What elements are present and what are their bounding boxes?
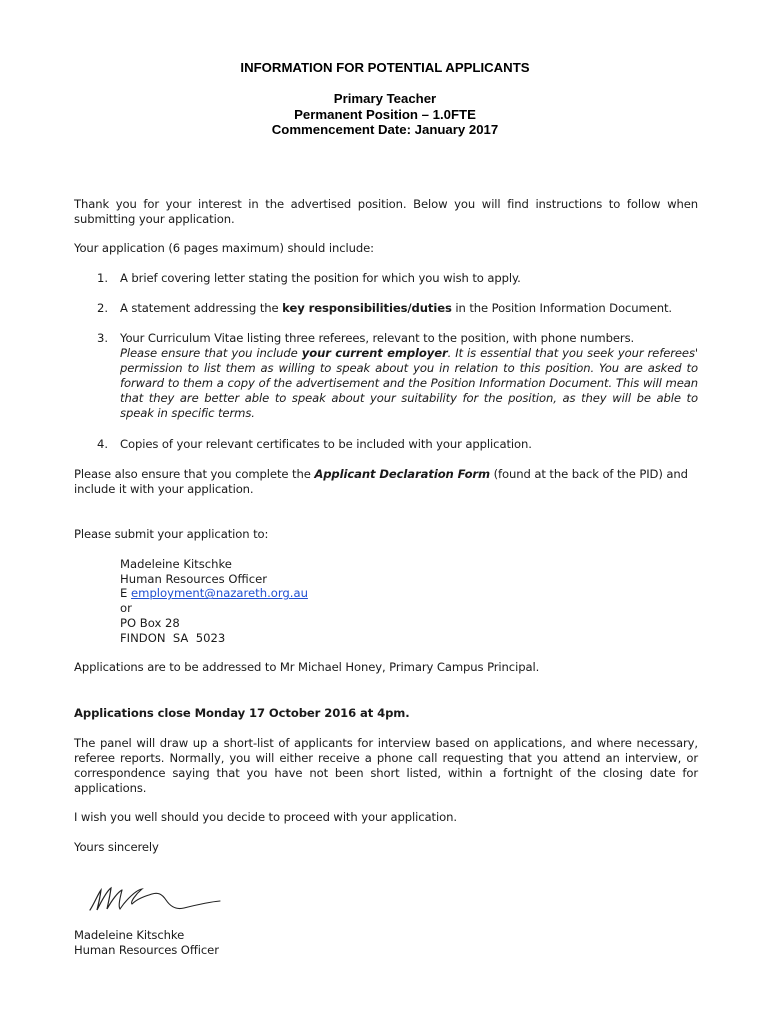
contact-po-box: PO Box 28 <box>120 615 180 630</box>
signatory-title: Human Resources Officer <box>74 943 219 957</box>
list-number: 2. <box>97 301 109 315</box>
signatory-name: Madeleine Kitschke <box>74 928 185 942</box>
list-item: Copies of your relevant certificates to be included with your application. <box>120 437 532 451</box>
list-item: Your Curriculum Vitae listing three referees, relevant to the position, with phone numbers. <box>120 331 635 345</box>
list-item: A brief covering letter stating the position for which you wish to apply. <box>120 271 521 285</box>
document-title: INFORMATION FOR POTENTIAL APPLICANTS <box>240 60 530 75</box>
contact-email-line: E employment@nazareth.org.au <box>120 586 308 601</box>
referee-note: Please ensure that you include your current employer. It is essential that you seek your referees' permission to list them as willing to speak about you in relation to this position. You are asked to forward to them a copy of the advertisement and the Position Information Document. This will mean that they are better able to speak about your suitability for the position, as they will be able to speak in specific terms. <box>120 346 698 420</box>
include-heading: Your application (6 pages maximum) should include: <box>74 241 374 255</box>
submit-heading: Please submit your application to: <box>74 527 269 541</box>
list-number: 3. <box>97 331 109 345</box>
commencement-date: Commencement Date: January 2017 <box>271 122 499 137</box>
key-responsibilities-emphasis: key responsibilities/duties <box>282 301 452 315</box>
declaration-form-emphasis: Applicant Declaration Form <box>314 467 491 481</box>
contact-name: Madeleine Kitschke <box>120 557 232 571</box>
signoff: Yours sincerely <box>74 840 159 854</box>
contact-title: Human Resources Officer <box>120 571 267 586</box>
addressed-paragraph: Applications are to be addressed to Mr Michael Honey, Primary Campus Principal. <box>74 660 540 674</box>
position-type: Permanent Position – 1.0FTE <box>294 107 476 122</box>
list-item: A statement addressing the key responsibilities/duties in the Position Information Document. <box>120 301 673 315</box>
signature-image <box>84 880 234 922</box>
panel-paragraph: The panel will draw up a short-list of applicants for interview based on applications, and where necessary, referee reports. Normally, you will either receive a phone call requesting that you attend an interview, or correspondence saying that you have not been short listed, within a fortnight of the closing date for applications. <box>74 736 698 795</box>
position-role: Primary Teacher <box>333 91 437 106</box>
email-link[interactable]: employment@nazareth.org.au <box>131 586 308 601</box>
wish-paragraph: I wish you well should you decide to proceed with your application. <box>74 810 457 824</box>
contact-town: FINDON SA 5023 <box>120 630 226 645</box>
list-number: 4. <box>97 437 109 451</box>
closing-date: Applications close Monday 17 October 2016 at 4pm. <box>74 706 410 720</box>
contact-or: or <box>120 601 132 616</box>
current-employer-emphasis: your current employer <box>301 346 448 360</box>
declaration-paragraph: Please also ensure that you complete the Applicant Declaration Form (found at the back of the PID) and include it with your application. <box>74 467 688 496</box>
intro-paragraph: Thank you for your interest in the advertised position. Below you will find instructions to follow when submitting your application. <box>74 197 698 226</box>
list-number: 1. <box>97 271 109 285</box>
